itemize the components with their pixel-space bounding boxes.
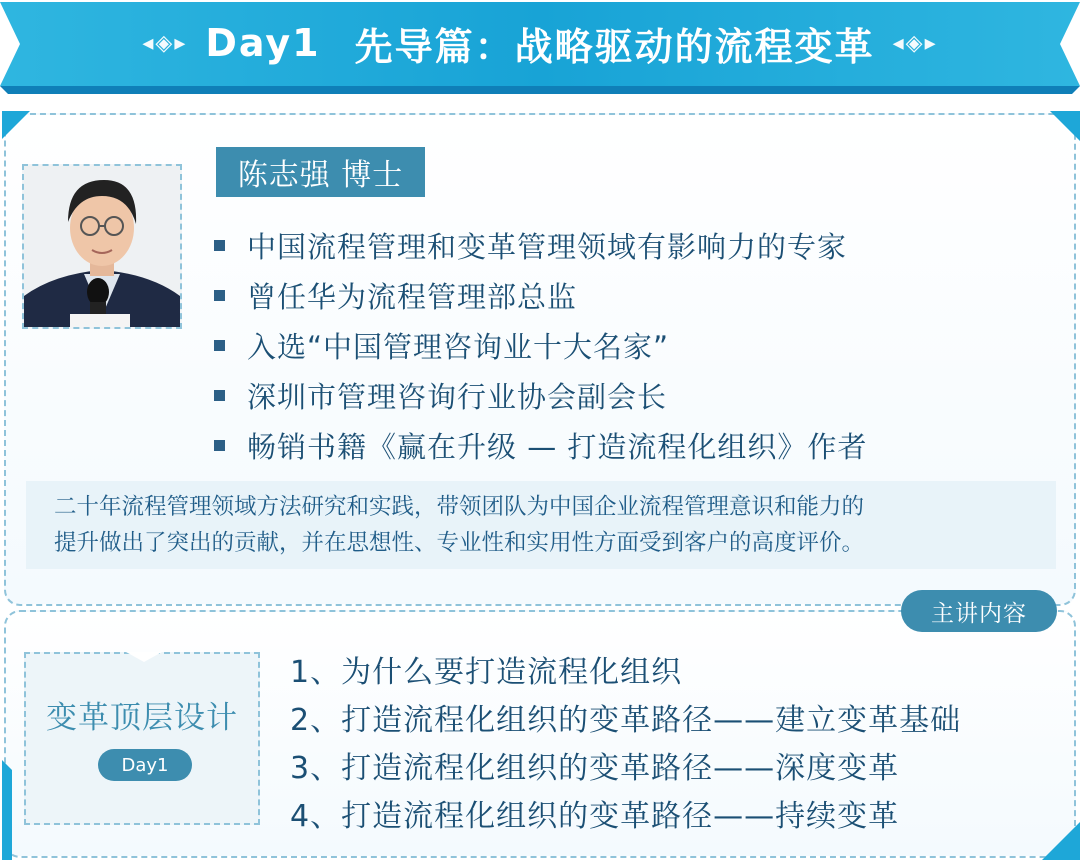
credential-text: 深圳市管理咨询行业协会副会长 bbox=[247, 379, 668, 414]
speaker-summary bbox=[26, 481, 1056, 569]
square-bullet-icon bbox=[214, 340, 225, 351]
speaker-name: 陈志强 博士 bbox=[216, 147, 425, 197]
summary-line: 二十年流程管理领域方法研究和实践，带领团队为中国企业流程管理意识和能力的 bbox=[54, 494, 865, 520]
credential-text: 中国流程管理和变革管理领域有影响力的专家 bbox=[247, 229, 848, 264]
credential-item bbox=[214, 420, 867, 470]
topic-item: 1、为什么要打造流程化组织 bbox=[290, 655, 683, 690]
portrait-image bbox=[24, 166, 180, 327]
side-deco-left bbox=[2, 760, 16, 860]
credential-text: 曾任华为流程管理部总监 bbox=[247, 279, 578, 314]
summary-line: 提升做出了突出的贡献，并在思想性、专业性和实用性方面受到客户的高度评价。 bbox=[54, 530, 865, 556]
left-arrow-deco-icon: ◂◈▸ bbox=[142, 30, 188, 56]
square-bullet-icon bbox=[214, 390, 225, 401]
square-bullet-icon bbox=[214, 290, 225, 301]
square-bullet-icon bbox=[214, 240, 225, 251]
credential-item bbox=[214, 320, 867, 370]
speaker-photo bbox=[22, 164, 182, 329]
topic-list bbox=[290, 645, 961, 837]
corner-deco-bottom-right bbox=[1042, 822, 1080, 860]
title-banner bbox=[0, 0, 1080, 95]
topic-title: 变革顶层设计 bbox=[46, 700, 238, 736]
square-bullet-icon bbox=[214, 440, 225, 451]
speaker-credentials-list bbox=[214, 220, 867, 470]
topic-item: 3、打造流程化组织的变革路径——深度变革 bbox=[290, 751, 900, 786]
credential-item bbox=[214, 370, 867, 420]
topic-day-badge: Day1 bbox=[98, 749, 192, 781]
corner-deco-top-left bbox=[2, 111, 42, 151]
corner-deco-top-right bbox=[1040, 111, 1080, 151]
banner-title-text: 先导篇：战略驱动的流程变革 bbox=[354, 24, 875, 69]
credential-item bbox=[214, 220, 867, 270]
notch-deco-icon bbox=[126, 652, 162, 664]
content-section-label: 主讲内容 bbox=[901, 590, 1057, 632]
credential-text: 畅销书籍《赢在升级 — 打造流程化组织》作者 bbox=[247, 429, 868, 464]
topic-box bbox=[24, 652, 260, 825]
banner-day: Day1 bbox=[205, 21, 321, 65]
credential-item bbox=[214, 270, 867, 320]
topic-item: 2、打造流程化组织的变革路径——建立变革基础 bbox=[290, 703, 962, 738]
credential-text: 入选“中国管理咨询业十大名家” bbox=[247, 329, 670, 364]
topic-item: 4、打造流程化组织的变革路径——持续变革 bbox=[290, 799, 900, 834]
right-arrow-deco-icon: ◂◈▸ bbox=[892, 30, 938, 56]
